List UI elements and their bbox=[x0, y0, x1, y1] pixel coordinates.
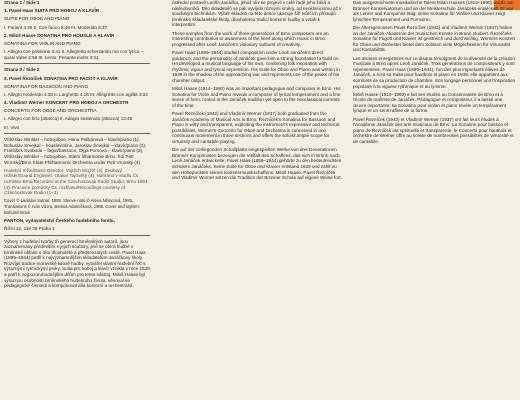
side2-heading: Strana 2 / Side 2 bbox=[4, 67, 40, 73]
label-name: PANTON, vydavatelství Českého hudebního fondu, bbox=[4, 217, 115, 223]
notes-paragraph: Die auf der vorliegenden Schallplatte eingespielten Werke von drei Generationen Brünner Komponisten bezeugen die Vielfalt des Schaffens, das sich in Brünn nach Leoš Janáček entwickelte. Pavel Haas (1899–1944) gehörte zu den bedeutendsten Schülern Janáčeks. Seine Suite für Oboe und Klavier entstand 1939 und zählt zu den Höhepunkten seines Kammermusikschaffens. Miloš Haase, Pavel Řezníček und Vladimír Werner setzen die Tradition der Brünner Schule auf eigene Weise fort. bbox=[172, 147, 342, 181]
notes-paragraph: Die Altersgenossen Pavel Řezníček (1942) und Vladimír Werner (1937) haben an der Janáček-Akademie der musischen Künste in Brünn studiert. Řezníčeks Sonatine für Fagott und Klavier ist geistreich und durchsichtig, Werners Konzert für Oboe und Orchester bietet dem Solisten viele Möglichkeiten für Virtuosität und Kantabilität. bbox=[353, 24, 515, 53]
side2-item: I. Allegro moderato 4:38 II. Larghetto 4:16 III. Allegretto con agilità 3:34 bbox=[4, 91, 148, 97]
notes-paragraph: Les œuvres enregistrées sur ce disque témoignent de la diversité de la création musicale à Brno après Leoš Janáček. Trois générations de compositeurs y sont représentées. Pavel Haas (1899–1944), l'un des plus importants élèves de Janáček, a écrit sa Suite pour hautbois et piano en 1939; elle appartient aux sommets de sa production de chambre. Son langage personnel unit l'inspiration populaire à la vigueur rythmique et au lyrisme. bbox=[353, 55, 516, 89]
side2-item: 3. Pavel Řezníček SONATINA PRO FAGOT A KLAVÍR bbox=[4, 75, 118, 81]
side1-item: I. Allegro con passione 3:41 II. Allegretto scherzando ma con lyrico – quasi valse 2:58 III. Lento. Pesante molto 3:31 bbox=[4, 49, 144, 60]
side1-heading: Strana 1 / Side 1 bbox=[4, 0, 40, 5]
notes-paragraph: Miloš Haase (1914–1990) was an important pedagogue and composer in Brno. His Sonatina for Violin and Piano reveals a composer of lyrical temperament and a fine sense of form, rooted in the Janáček tradition yet open to the neoclassical currents of the time. bbox=[172, 86, 341, 108]
side1-item: SUITE FOR OBOE AND PIANO bbox=[4, 16, 70, 22]
side2-item: I. Allegro con brio (attacca) II. Adagio sostenuto (attacca) 13:48 bbox=[4, 116, 133, 122]
side2-item: III. Vivo bbox=[4, 124, 20, 130]
notes-paragraph: These samples from the work of three generations of Brno composers are an interesting contribution to awareness of the lines along which music in Brno progressed after Leoš Janáček's visionary outburst of creativity. bbox=[172, 30, 329, 47]
side2-item: CONCERTO FOR OBOE AND ORCHESTRA bbox=[4, 108, 97, 114]
side2-item: SONATINA FOR BASSOON AND PIANO bbox=[4, 83, 89, 89]
side2-item: 4. Vladimír Werner KONCERT PRO HOBOJ A ORCHESTR bbox=[4, 100, 129, 106]
notes-paragraph: Pavel Řezníček (1942) et Vladimír Werner (1937) ont fait leurs études à l'Académie Janáček des arts musicaux de Brno. La Sonatine pour basson et piano de Řezníček est spirituelle et transparente, le Concerto pour hautbois et orchestre de Werner offre au soliste de nombreuses possibilités de virtuosité et de cantabile. bbox=[353, 116, 514, 145]
notes-paragraph: Miloš Haase (1914–1990) a fait ses études au Conservatoire de Brno et à l'école de maîtrise de Janáček. Pédagogue et compositeur, il a laissé une œuvre importante; sa Sonatine pour violon et piano révèle un tempérament lyrique et un sens raffiné de la forme. bbox=[353, 91, 506, 114]
performers-text: Vítězslav Winkler – hobojoboe, Hana Pelikánová – klavír/piano (1), Bohuslav Smejkal – houslevioline, Jaroslav Šmejkal – klavír/piano (2), František Svoboda – fagot/bassoon, Olga Pomová – klavír/piano (3), Vítězslav Winkler – hobojoboe, Státní filharmonie Brno, řídí Petr Vronský/Brno State Philharmonic Orchestra under Petr Vronský (4) bbox=[4, 137, 147, 165]
divider bbox=[4, 63, 150, 64]
middle-column bbox=[172, 0, 344, 183]
left-column bbox=[4, 0, 150, 291]
divider bbox=[4, 235, 150, 236]
credits-text: Cover © Ladislav Sutnar, 1985. Sleeve-note © Alena Němcová, 1985. Translations © Ivan Vávra, Bettina Adamíčková, 1985. Cover and stylism: Bohumil Brain bbox=[4, 198, 140, 215]
notes-paragraph: Pavel Haas (1899–1944) studied composition under Leoš Janáček's direct guidance, and the personality of Janáček gave him a strong foundation to build on. He developed a musical language of his own, combining folk inspiration with rhythmic vigour and lyrical expression. His Suite for Oboe and Piano was written in 1939 in the shadow of the approaching war and represents one of the peaks of his chamber output. bbox=[172, 49, 340, 83]
divider bbox=[4, 133, 150, 134]
side1-item: I. Furiant 3:36 II. Con fuoco 5:49 III. Moderato 5:37 bbox=[4, 24, 108, 30]
right-column bbox=[353, 0, 516, 147]
label-address: Říční 12, 118 39 Praha 1 bbox=[4, 225, 55, 231]
producer-text: Hudební režie/Music Director: Vojtěch Mojžíš (4), Zvukový režisér/Sound Engineer: Otakar Tajovský (4). Nahráno v studiu Čs. rozhlasu Brno/Recorded at the Czechoslovak Radio Studio, Brno 1984 (4). Pracovní pomůcky Čs. rozhlasu/Recordings courtesy of Czechoslovak Radio (1–3) bbox=[4, 167, 148, 196]
notes-body-czech: Výbory z hudební tvorby tří generací brněnských autorů, jsou zaznamenány především s jejich soubory, jiné se obírá hudbě v brněnské oblasti o této dlouholeté a předsevzatých cestě. Pavel Haas (1899–1944) patřil k nejvýznamnějším skladatelům Janáčkovy školy. Rozvíjel tradice moravské lidové hudby, vytvářel vlastní hudební řeč s výraznými rytmickými prvky. Suita pro hoboj a klavír vznikla v roce 1939 a patří k nejpozoruhodnějším dílům pro tento nástroj. Miloš Haase byl výraznou osobností brněnského hudebního života, věnoval se pedagogické činnosti a komponoval díla komorní a orchestrální. bbox=[4, 238, 150, 289]
notes-paragraph: Das ausgezeichnete musikalische Talent Milan Haases (1914–1990) wurde am Brünner Konservatorium und an der Meisterschule Janáčeks entwickelt. Er war als Lehrer und Komponist tätig; seine Sonatine für Violine und Klavier zeigt lyrisches Temperament und Formsinn. bbox=[353, 0, 514, 22]
side1-item: 1. Pavel Haas SUITA PRO HOBOJ A KLAVÍR bbox=[4, 8, 100, 14]
side1-item: 2. Miloš Haase SONATINA PRO HOUSLE A KLAVÍR bbox=[4, 32, 115, 38]
notes-paragraph: ústřední postavě Leoše Janáčka, jehož vliv se projevil v celé řadě jeho žáků a následovníků. Dílo skladatelů se pak vyvíjelo různými směry, od neoklasicismu až k soudobým technikám. Výběr skladeb na této desce ukazuje šíři tvůrčích přístupů brněnské skladatelské školy, dlouholetou tradici komorní hudby a vztah k interpretům. bbox=[172, 0, 342, 28]
notes-paragraph: Pavel Řezníček (1942) and Vladimír Werner (1937) both graduated from the Janáček Academy of Musical Arts in Brno. Řezníček's Sonatina for Bassoon and Piano is witty and transparent, exploiting the instrument's expressive and technical possibilities. Werner's Concerto for Oboe and Orchestra is conceived in one continuous movement in three sections and offers the soloist ample scope for virtuosity and cantabile playing. bbox=[172, 111, 340, 145]
side1-item: SONATINA FOR VIOLIN AND PIANO bbox=[4, 40, 81, 46]
